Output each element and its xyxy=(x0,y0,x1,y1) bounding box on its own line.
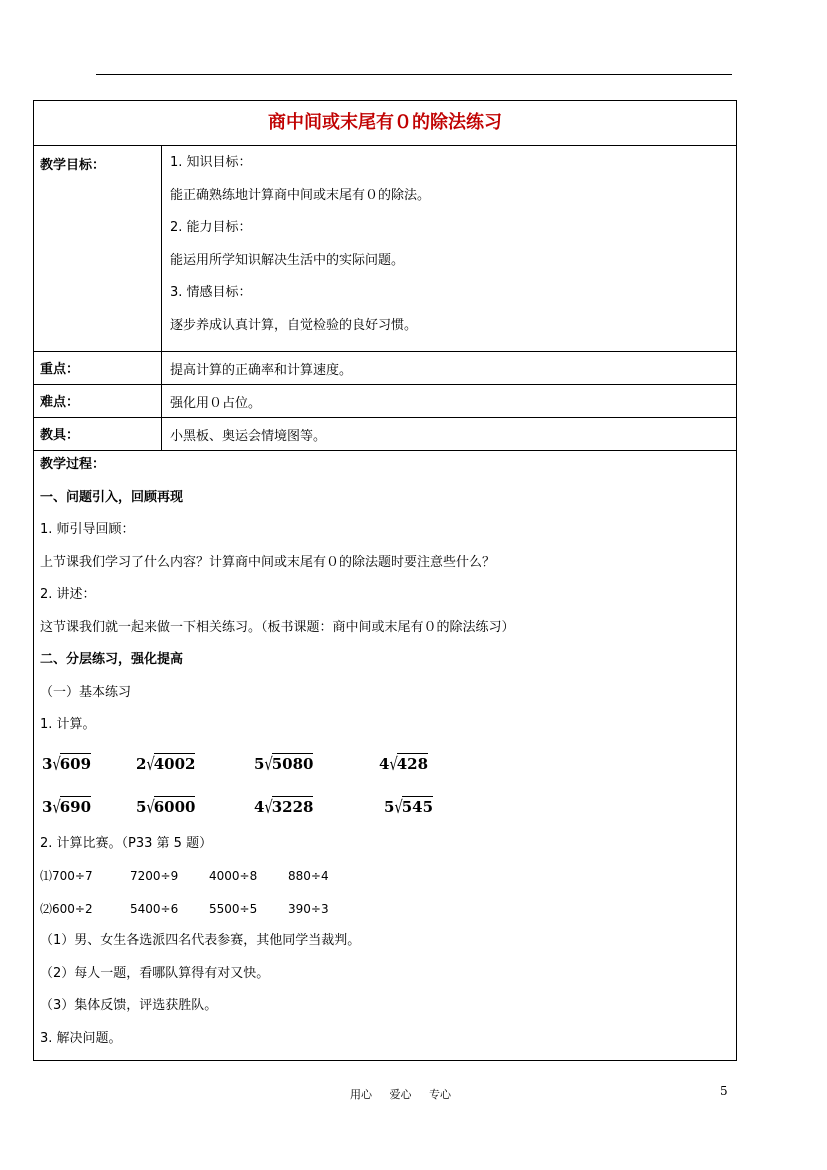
process-line: （2）每人一题，看哪队算得有对又快。 xyxy=(40,965,270,981)
goal-line: 3. 情感目标： xyxy=(170,285,252,300)
division-row xyxy=(40,790,736,833)
header-rule xyxy=(96,74,732,75)
contest-item: ⑵600÷2 xyxy=(40,901,93,916)
long-division: 5√545 xyxy=(384,797,434,819)
long-division: 2√4002 xyxy=(136,754,196,776)
goal-line: 2. 能力目标： xyxy=(170,220,252,235)
tools-label: 教具： xyxy=(34,418,162,451)
process-line: 2. 讲述： xyxy=(40,587,96,602)
process-line: 2. 计算比赛。（P33 第 5 题） xyxy=(40,835,213,851)
process-line: 1. 计算。 xyxy=(40,717,96,732)
long-division: 5√6000 xyxy=(136,797,196,819)
goal-line: 逐步养成认真计算，自觉检验的良好习惯。 xyxy=(170,317,418,333)
goal-line: 能运用所学知识解决生活中的实际问题。 xyxy=(170,252,405,268)
process-line: 1. 师引导回顾： xyxy=(40,522,135,537)
footer-word: 用心 xyxy=(350,1088,372,1101)
contest-item: 4000÷8 xyxy=(209,869,258,883)
page-number: 5 xyxy=(720,1084,728,1098)
contest-item: ⑴700÷7 xyxy=(40,869,93,883)
contest-item: 880÷4 xyxy=(288,869,329,883)
tools-text: 小黑板、奥运会情境图等。 xyxy=(162,418,737,451)
process-cell xyxy=(34,451,737,1061)
long-division: 3√690 xyxy=(42,797,92,819)
difficulty-label: 难点： xyxy=(34,385,162,418)
long-division: 3√609 xyxy=(42,754,92,776)
goal-line: 能正确熟练地计算商中间或末尾有０的除法。 xyxy=(170,187,431,203)
contest-item: 390÷3 xyxy=(288,901,329,916)
division-row xyxy=(40,747,736,790)
contest-item: 5400÷6 xyxy=(130,901,179,916)
process-line: 上节课我们学习了什么内容？计算商中间或末尾有０的除法题时要注意些什么？ xyxy=(40,554,496,570)
contest-item: 7200÷9 xyxy=(130,869,179,883)
goals-label: 教学目标： xyxy=(34,146,162,352)
process-line: （1）男、女生各选派四名代表参赛，其他同学当裁判。 xyxy=(40,933,361,948)
section-heading: 一、问题引入，回顾再现 xyxy=(40,489,184,505)
goal-line: 1. 知识目标： xyxy=(170,155,252,170)
contest-item: 5500÷5 xyxy=(209,901,258,916)
section-heading: 二、分层练习，强化提高 xyxy=(40,652,184,667)
contest-row xyxy=(40,865,736,898)
long-division: 5√5080 xyxy=(254,754,314,776)
lesson-plan-table xyxy=(33,100,737,1061)
process-line: （3）集体反馈，评选获胜队。 xyxy=(40,998,218,1013)
title-cell xyxy=(34,101,737,146)
long-division: 4√428 xyxy=(379,754,429,776)
long-division: 4√3228 xyxy=(254,797,314,819)
process-line: 3. 解决问题。 xyxy=(40,1030,122,1046)
goals-content xyxy=(162,146,737,352)
process-heading: 教学过程： xyxy=(40,457,106,472)
key-point-label: 重点： xyxy=(34,352,162,385)
footer-word: 爱心 xyxy=(389,1088,412,1101)
footer-word: 专心 xyxy=(429,1088,451,1101)
footer xyxy=(350,1086,465,1102)
process-line: （一）基本练习 xyxy=(40,684,132,700)
contest-row xyxy=(40,898,736,931)
key-point-text: 提高计算的正确率和计算速度。 xyxy=(162,352,737,385)
process-line: 这节课我们就一起来做一下相关练习。（板书课题：商中间或末尾有０的除法练习） xyxy=(40,619,515,635)
page-title: 商中间或末尾有０的除法练习 xyxy=(268,112,502,133)
difficulty-text: 强化用０占位。 xyxy=(162,385,737,418)
